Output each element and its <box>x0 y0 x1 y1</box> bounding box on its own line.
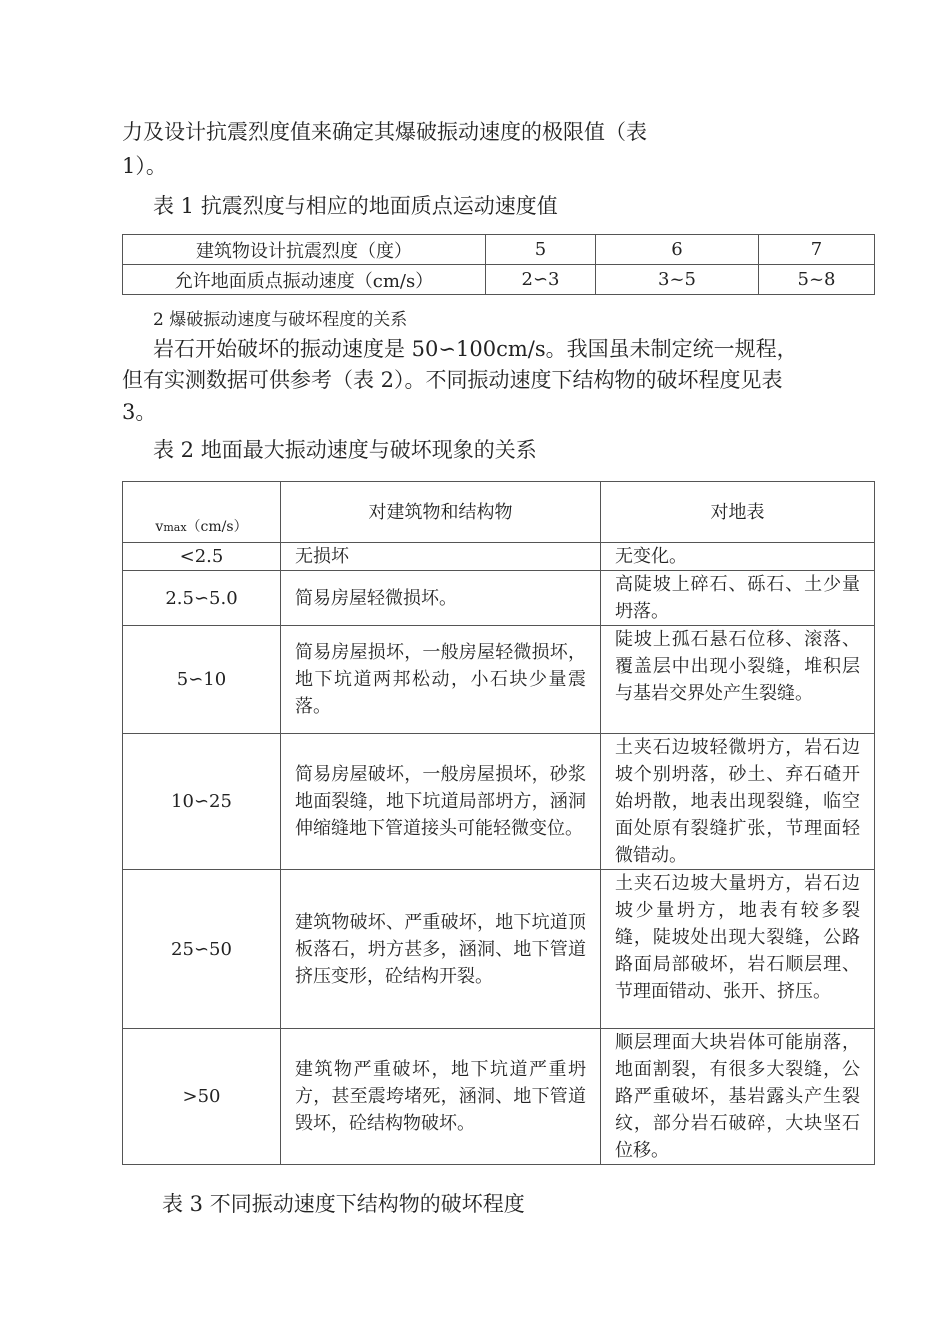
table-row <box>123 626 875 734</box>
body-line-2: 但有实测数据可供参考（表 2）。不同振动速度下结构物的破坏程度见表 <box>122 368 783 392</box>
table-row <box>123 265 875 295</box>
row-speed: 10∽25 <box>123 734 281 870</box>
body-line-3: 3。 <box>122 400 157 424</box>
body-line-1: 岩石开始破坏的振动速度是 50∽100cm/s。我国虽未制定统一规程， <box>153 337 798 361</box>
row-ground: 顺层理面大块岩体可能崩落，地面割裂，有很多大裂缝，公路严重破坏，基岩露头产生裂纹，部分岩石破碎，大块坚石位移。 <box>601 1029 875 1165</box>
row-buildings: 建筑物严重破坏，地下坑道严重坍方，甚至震垮堵死，涵洞、地下管道毁坏，砼结构物破坏。 <box>281 1029 601 1165</box>
table-row <box>123 1029 875 1165</box>
header-buildings: 对建筑物和结构物 <box>281 482 601 543</box>
header-vmax-unit: （cm/s） <box>186 518 248 535</box>
row-buildings: 简易房屋轻微损坏。 <box>281 571 601 626</box>
row-speed: 2.5∽5.0 <box>123 571 281 626</box>
row-ground: 土夹石边坡大量坍方，岩石边坡少量坍方，地表有较多裂缝，陡坡处出现大裂缝，公路路面局部破坏，岩石顺层理、节理面错动、张开、挤压。 <box>601 870 875 1029</box>
table-row <box>123 235 875 265</box>
row-speed: <2.5 <box>123 543 281 571</box>
header-vmax <box>123 482 281 543</box>
row-speed: 25∽50 <box>123 870 281 1029</box>
table1-row1-v1: 5 <box>486 235 596 265</box>
table1-seismic-velocity <box>122 234 875 295</box>
header-vmax-sub: max <box>163 520 187 534</box>
table2-vibration-damage <box>122 481 875 1165</box>
intro-line-1: 力及设计抗震烈度值来确定其爆破振动速度的极限值（表 <box>122 120 647 144</box>
table1-row2-v3: 5~8 <box>759 265 875 295</box>
table-header-row <box>123 482 875 543</box>
table-row <box>123 571 875 626</box>
header-vmax-v: v <box>155 518 164 535</box>
row-buildings: 无损坏 <box>281 543 601 571</box>
table1-row2-v2: 3~5 <box>596 265 759 295</box>
row-ground: 高陡坡上碎石、砾石、土少量坍落。 <box>601 571 875 626</box>
table2-caption: 表 2 地面最大振动速度与破坏现象的关系 <box>153 438 537 462</box>
table-row <box>123 543 875 571</box>
row-buildings: 简易房屋损坏，一般房屋轻微损坏，地下坑道两邦松动，小石块少量震落。 <box>281 626 601 734</box>
table1-row2-label: 允许地面质点振动速度（cm/s） <box>123 265 486 295</box>
row-ground: 无变化。 <box>601 543 875 571</box>
row-speed: 5∽10 <box>123 626 281 734</box>
row-buildings: 建筑物破坏、严重破坏，地下坑道顶板落石，坍方甚多，涵洞、地下管道挤压变形，砼结构开裂。 <box>281 870 601 1029</box>
row-ground: 土夹石边坡轻微坍方，岩石边坡个别坍落，砂土、弃石碴开始坍散，地表出现裂缝，临空面处原有裂缝扩张，节理面轻微错动。 <box>601 734 875 870</box>
table-row <box>123 870 875 1029</box>
table1-row1-v3: 7 <box>759 235 875 265</box>
section2-heading: 2 爆破振动速度与破坏程度的关系 <box>153 310 408 330</box>
table1-row2-v1: 2∽3 <box>486 265 596 295</box>
row-buildings: 简易房屋破坏，一般房屋损坏，砂浆地面裂缝，地下坑道局部坍方，涵洞伸缩缝地下管道接头可能轻微变位。 <box>281 734 601 870</box>
table1-caption: 表 1 抗震烈度与相应的地面质点运动速度值 <box>153 194 558 218</box>
table3-caption: 表 3 不同振动速度下结构物的破坏程度 <box>162 1192 525 1216</box>
header-ground: 对地表 <box>601 482 875 543</box>
table-row <box>123 734 875 870</box>
table1-row1-label: 建筑物设计抗震烈度（度） <box>123 235 486 265</box>
table1-row1-v2: 6 <box>596 235 759 265</box>
row-ground: 陡坡上孤石悬石位移、滚落、覆盖层中出现小裂缝，堆积层与基岩交界处产生裂缝。 <box>601 626 875 734</box>
row-speed: >50 <box>123 1029 281 1165</box>
intro-line-2: 1）。 <box>122 154 167 178</box>
